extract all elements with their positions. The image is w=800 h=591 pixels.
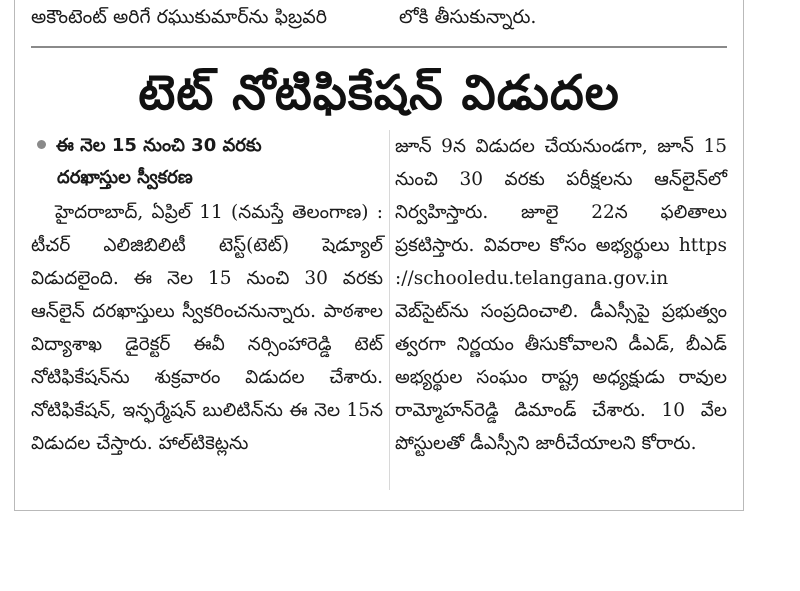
subheading-line-1: ఈ నెల 15 నుంచి 30 వరకు [56, 135, 262, 156]
article-subheading [31, 130, 383, 194]
newspaper-clipping [14, 0, 744, 511]
bullet-icon [37, 140, 46, 149]
previous-article-tail-right: లోకి తీసుకున్నారు. [399, 6, 537, 28]
previous-article-tail-left: అకౌంటెంట్ అరిగే రఘుకుమార్‌ను ఫిబ్రవరి [31, 6, 327, 28]
subheading-line-2: దరఖాస్తుల స్వీకరణ [57, 167, 193, 188]
article-right-column [395, 130, 727, 460]
right-column-body: జూన్ 9న విడుదల చేయనుండగా, జూన్ 15 నుంచి 30 వరకు పరీక్షలను ఆన్‌లైన్‌లో నిర్వహిస్తారు. జూలై 22న ఫలితాలు ప్రకటిస్తారు. వివరాల కోసం అభ్యర్థులు https ://schooledu.telangana.gov.in వెబ్‌సైట్‌ను సంప్రదించాలి. డీఎస్సీపై ప్రభుత్వం త్వరగా నిర్ణయం తీసుకోవాలని డీఎడ్, బీఎడ్ అభ్యర్థుల సంఘం రాష్ట్ర అధ్యక్షుడు రావుల రామ్మోహన్‌రెడ్డి డిమాండ్ చేశారు. 10 వేల పోస్టులతో డీఎస్సీని జారీచేయాలని కోరారు. [395, 136, 727, 454]
section-divider-rule [31, 46, 727, 48]
left-column-body: హైదరాబాద్, ఏప్రిల్ 11 (నమస్తే తెలంగాణ) : టీచర్ ఎలిజిబిలిటీ టెస్ట్(టెట్) షెడ్యూల్ విడుదలైంది. ఈ నెల 15 నుంచి 30 వరకు ఆన్‌లైన్ దరఖాస్తులు స్వీకరించనున్నారు. పాఠశాల విద్యాశాఖ డైరెక్టర్ ఈవీ నర్సింహారెడ్డి టెట్ నోటిఫికేషన్‌ను శుక్రవారం విడుదల చేశారు. నోటిఫికేషన్, ఇన్ఫర్మేషన్ బులిటిన్‌ను ఈ నెల 15న విడుదల చేస్తారు. హాల్‌టికెట్లను [31, 202, 383, 454]
column-divider [389, 130, 390, 490]
article-headline: టెట్ నోటిఫికేషన్ విడుదల [138, 65, 620, 121]
article-left-column [31, 130, 383, 460]
